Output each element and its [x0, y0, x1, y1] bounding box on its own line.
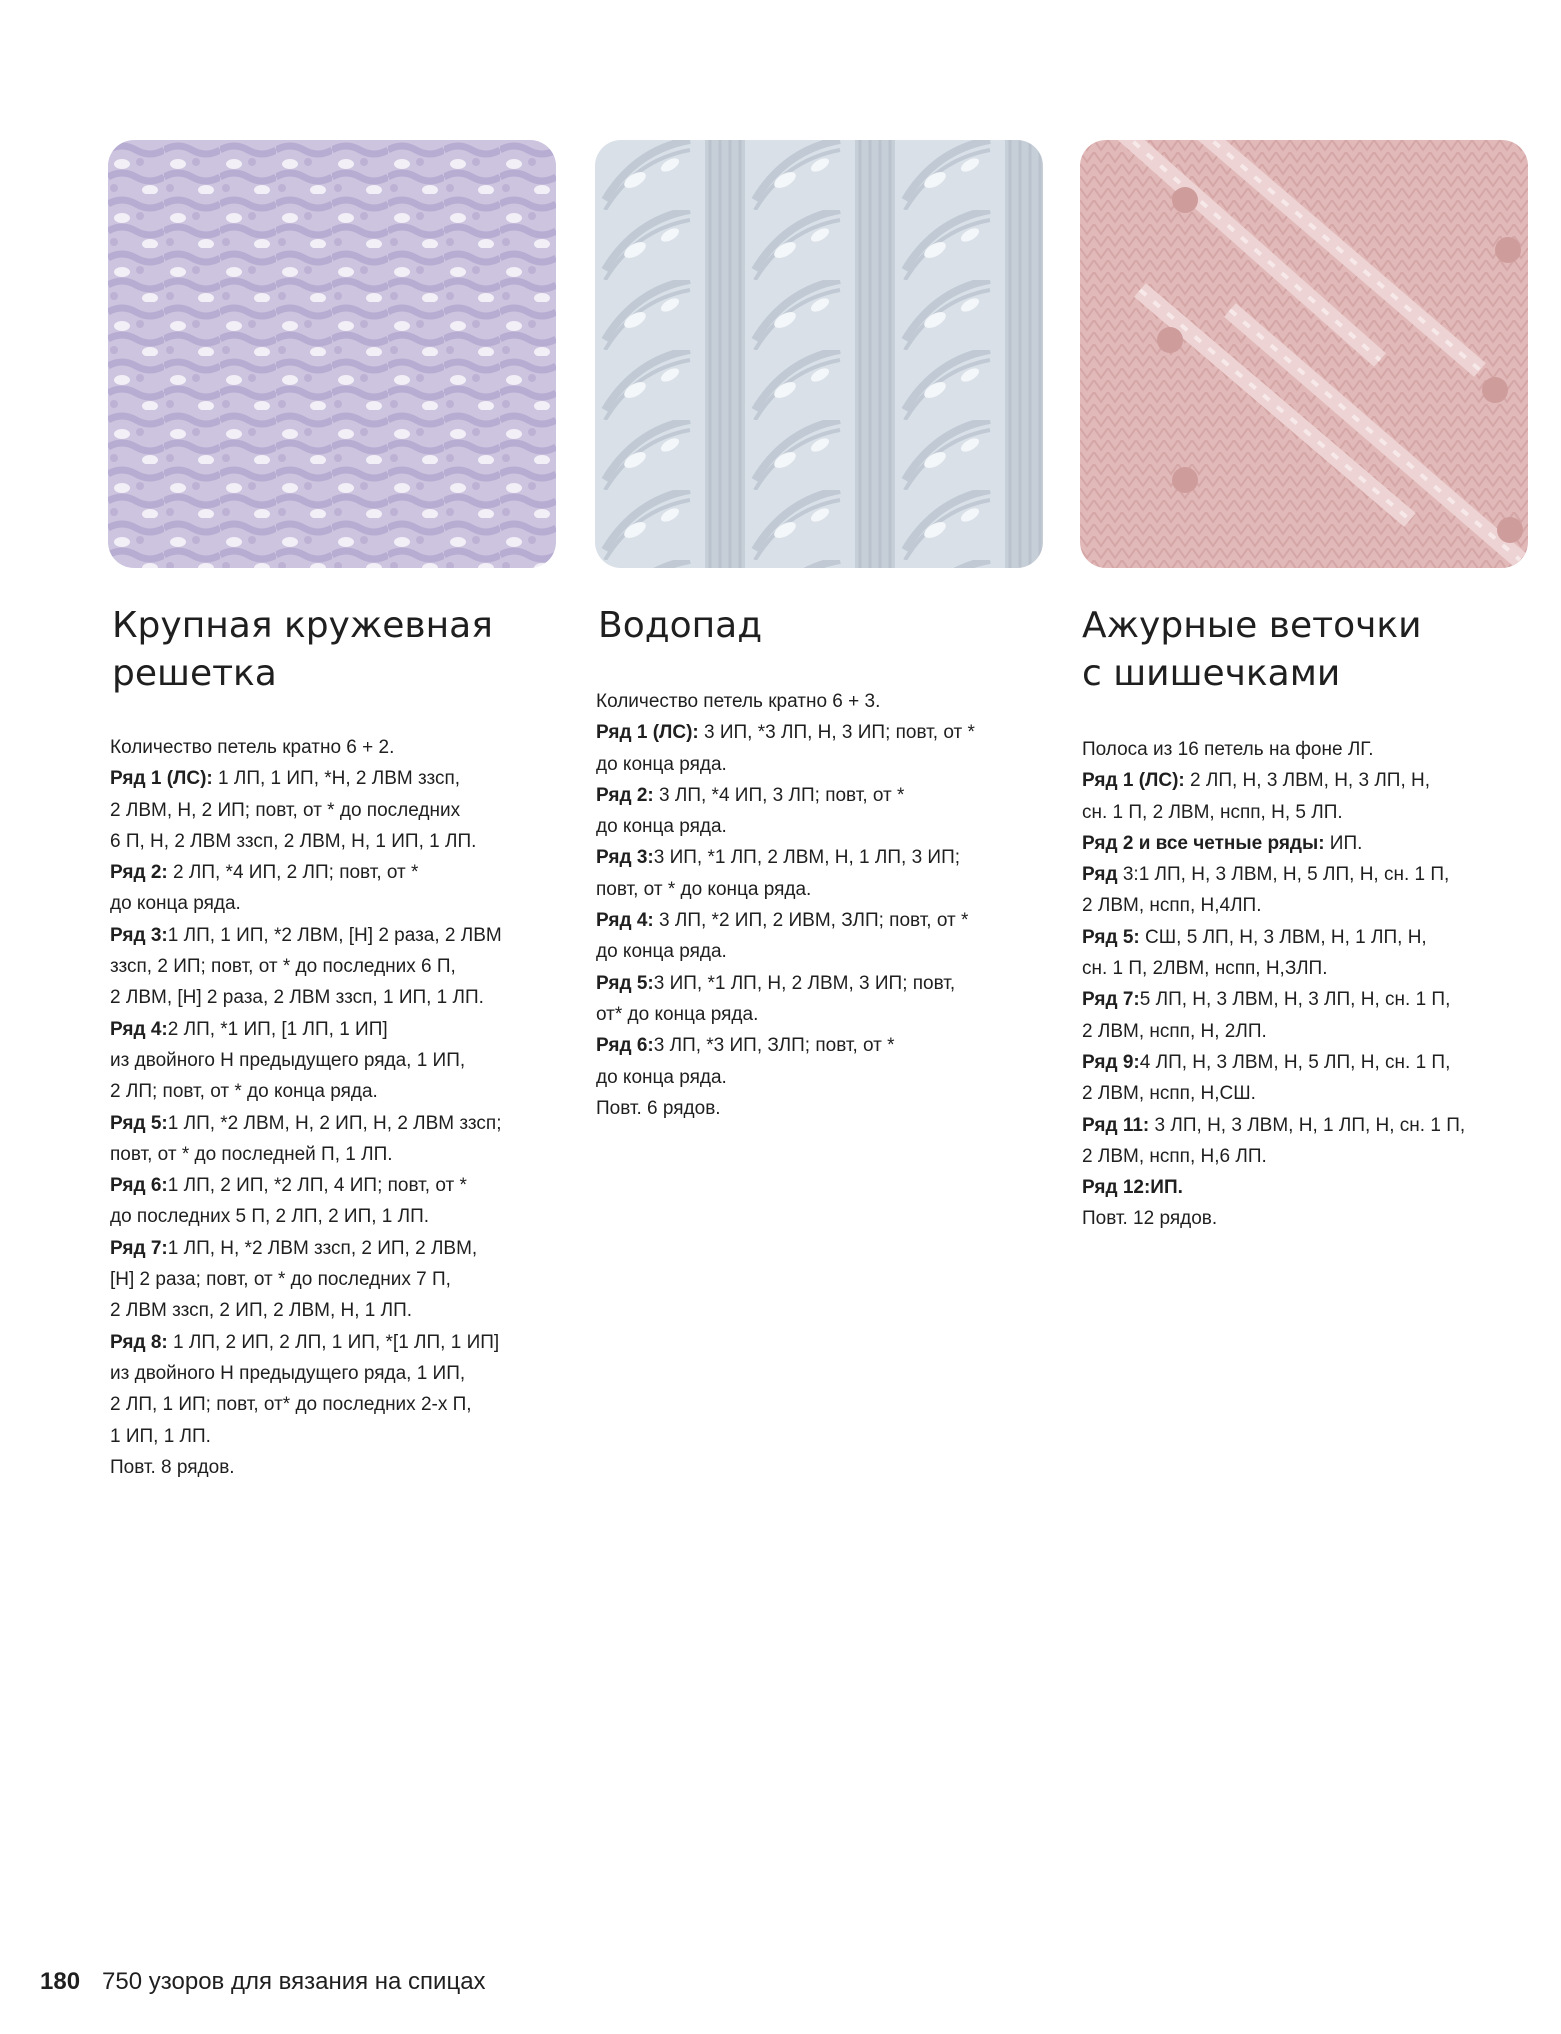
- instruction-line: [110, 1327, 502, 1358]
- instruction-line: [596, 936, 975, 967]
- row-label: Ряд 4:: [596, 910, 654, 932]
- instruction-line: [1082, 890, 1465, 921]
- row-text: 2 ЛП, 1 ИП; повт, от* до последних 2-х П,: [110, 1394, 472, 1416]
- row-text: повт, от * до конца ряда.: [596, 878, 812, 900]
- page-footer: [40, 1968, 486, 1996]
- row-text: ИП.: [1324, 832, 1363, 854]
- instruction-line: [596, 905, 975, 936]
- row-text: 2 ЛВМ, нспп, Н, 2ЛП.: [1082, 1020, 1267, 1042]
- instruction-line: [596, 686, 975, 717]
- row-text: Полоса из 16 петель на фоне ЛГ.: [1082, 739, 1374, 760]
- row-text: из двойного Н предыдущего ряда, 1 ИП,: [110, 1362, 466, 1384]
- instruction-line: [110, 1045, 502, 1076]
- row-text: сн. 1 П, 2ЛВМ, нспп, Н,ЗЛП.: [1082, 958, 1328, 980]
- instruction-line: [110, 1014, 502, 1045]
- row-label: Ряд 7:: [110, 1237, 168, 1259]
- instruction-line: [1082, 1141, 1465, 1172]
- page-number: 180: [40, 1968, 81, 1995]
- row-text: 1 ЛП, *2 ЛВМ, Н, 2 ИП, Н, 2 ЛВМ ззсп;: [167, 1112, 502, 1134]
- row-text: 3 ИП, *3 ЛП, Н, 3 ИП; повт, от *: [698, 722, 975, 744]
- row-text: 1 ЛП, Н, *2 ЛВМ ззсп, 2 ИП, 2 ЛВМ,: [167, 1237, 478, 1259]
- row-text: ззсп, 2 ИП; повт, от * до последних 6 П,: [110, 956, 456, 978]
- row-label: Ряд 7:: [1082, 989, 1140, 1011]
- row-text: Количество петель кратно 6 + 3.: [596, 691, 881, 712]
- instruction-line: [110, 951, 502, 982]
- row-text: 3 ЛП, Н, 3 ЛВМ, Н, 1 ЛП, Н, сн. 1 П,: [1149, 1114, 1466, 1136]
- instruction-line: [1082, 765, 1465, 796]
- row-label: Ряд 6:: [596, 1035, 654, 1057]
- pattern-title-1: Крупная кружевная решетка: [112, 605, 493, 694]
- row-text: до конца ряда.: [110, 893, 241, 915]
- row-label: Ряд 5:: [1082, 926, 1140, 948]
- row-text: 3:1 ЛП, Н, 3 ЛВМ, Н, 5 ЛП, Н, сн. 1 П,: [1117, 864, 1450, 886]
- instruction-line: [110, 1452, 502, 1483]
- instruction-line: [110, 1421, 502, 1452]
- row-label: Ряд 2:: [596, 784, 654, 806]
- swatch-image: [595, 140, 1043, 568]
- row-text: 2 ЛП, *4 ИП, 2 ЛП; повт, от *: [167, 862, 419, 884]
- row-label: Ряд 3:: [110, 924, 168, 946]
- instruction-line: [596, 968, 975, 999]
- instruction-line: [596, 874, 975, 905]
- swatch-image: [1080, 140, 1528, 568]
- row-text: из двойного Н предыдущего ряда, 1 ИП,: [110, 1049, 466, 1071]
- instruction-line: [596, 749, 975, 780]
- instruction-line: [110, 1170, 502, 1201]
- instruction-line: [110, 982, 502, 1013]
- instruction-line: [110, 826, 502, 857]
- row-label: Ряд 4:: [110, 1018, 168, 1040]
- row-label: Ряд 1 (ЛС):: [596, 722, 699, 744]
- instruction-line: [110, 1295, 502, 1326]
- row-text: от* до конца ряда.: [596, 1003, 759, 1025]
- instruction-line: [110, 857, 502, 888]
- pattern-instructions-3: [1082, 734, 1465, 1235]
- row-text: Повт. 12 рядов.: [1082, 1208, 1218, 1230]
- lilac-lace-lattice-swatch: [108, 140, 556, 568]
- row-text: 2 ЛВМ, Н, 2 ИП; повт, от * до последних: [110, 799, 461, 821]
- row-label: Ряд 5:: [596, 972, 654, 994]
- pattern-title-2: Водопад: [598, 605, 763, 646]
- row-text: 2 ЛВМ, нспп, Н,4ЛП.: [1082, 895, 1262, 917]
- instruction-line: [1082, 922, 1465, 953]
- instruction-line: [596, 1062, 975, 1093]
- instruction-line: [596, 842, 975, 873]
- instruction-line: [1082, 1203, 1465, 1234]
- row-label: Ряд 12:ИП.: [1082, 1177, 1183, 1199]
- row-text: до конца ряда.: [596, 941, 727, 963]
- row-text: СШ, 5 ЛП, Н, 3 ЛВМ, Н, 1 ЛП, Н,: [1139, 926, 1427, 948]
- row-label: Ряд 8:: [110, 1331, 168, 1353]
- book-title: 750 узоров для вязания на спицах: [102, 1968, 486, 1995]
- instruction-line: [596, 1093, 975, 1124]
- instruction-line: [596, 1030, 975, 1061]
- instruction-line: [110, 763, 502, 794]
- row-label: Ряд 2:: [110, 862, 168, 884]
- pattern-instructions-2: [596, 686, 975, 1124]
- light-blue-waterfall-lace-swatch: [595, 140, 1043, 568]
- instruction-line: [596, 780, 975, 811]
- row-text: 2 ЛВМ, [Н] 2 раза, 2 ЛВМ ззсп, 1 ИП, 1 ЛП.: [110, 987, 484, 1009]
- instruction-line: [110, 888, 502, 919]
- row-text: 3 ЛП, *4 ИП, 3 ЛП; повт, от *: [653, 784, 905, 806]
- instruction-line: [1082, 1078, 1465, 1109]
- instruction-line: [1082, 828, 1465, 859]
- row-text: 2 ЛВМ, нспп, Н,6 ЛП.: [1082, 1145, 1267, 1167]
- row-label: Ряд 1 (ЛС):: [1082, 770, 1185, 792]
- pattern-title-3: Ажурные веточки с шишечками: [1082, 605, 1422, 694]
- row-text: 2 ЛВМ ззсп, 2 ИП, 2 ЛВМ, Н, 1 ЛП.: [110, 1300, 413, 1322]
- instruction-line: [110, 1108, 502, 1139]
- instruction-line: [1082, 1016, 1465, 1047]
- instruction-line: [110, 1264, 502, 1295]
- row-text: 3 ЛП, *3 ИП, ЗЛП; повт, от *: [653, 1035, 895, 1057]
- instruction-line: [1082, 953, 1465, 984]
- instruction-line: [1082, 1172, 1465, 1203]
- instruction-line: [110, 1389, 502, 1420]
- pink-lace-branches-bobbles-swatch: [1080, 140, 1528, 568]
- instruction-line: [1082, 797, 1465, 828]
- row-text: Повт. 8 рядов.: [110, 1456, 235, 1478]
- instruction-line: [110, 1139, 502, 1170]
- row-text: повт, от * до последней П, 1 ЛП.: [110, 1143, 393, 1165]
- row-text: сн. 1 П, 2 ЛВМ, нспп, Н, 5 ЛП.: [1082, 801, 1343, 823]
- row-text: 1 ЛП, 1 ИП, *Н, 2 ЛВМ ззсп,: [212, 768, 461, 790]
- instruction-line: [596, 999, 975, 1030]
- row-text: до последних 5 П, 2 ЛП, 2 ИП, 1 ЛП.: [110, 1206, 430, 1228]
- instruction-line: [1082, 1110, 1465, 1141]
- row-text: 2 ЛП, Н, 3 ЛВМ, Н, 3 ЛП, Н,: [1184, 770, 1430, 792]
- row-label: Ряд 3:: [596, 847, 654, 869]
- row-text: 1 ЛП, 2 ИП, 2 ЛП, 1 ИП, *[1 ЛП, 1 ИП]: [167, 1331, 500, 1353]
- instruction-line: [1082, 1047, 1465, 1078]
- row-text: [Н] 2 раза; повт, от * до последних 7 П,: [110, 1269, 451, 1291]
- row-label: Ряд 6:: [110, 1175, 168, 1197]
- instruction-line: [110, 920, 502, 951]
- instruction-line: [1082, 734, 1465, 765]
- row-text: 1 ИП, 1 ЛП.: [110, 1425, 211, 1447]
- row-label: Ряд 2 и все четные ряды:: [1082, 832, 1325, 854]
- row-label: Ряд: [1082, 864, 1118, 886]
- instruction-line: [110, 1201, 502, 1232]
- row-label: Ряд 11:: [1082, 1114, 1150, 1136]
- instruction-line: [110, 732, 502, 763]
- instruction-line: [1082, 859, 1465, 890]
- row-text: 3 ЛП, *2 ИП, 2 ИВМ, ЗЛП; повт, от *: [653, 910, 969, 932]
- row-text: 6 П, Н, 2 ЛВМ ззсп, 2 ЛВМ, Н, 1 ИП, 1 ЛП.: [110, 830, 477, 852]
- row-text: Повт. 6 рядов.: [596, 1097, 721, 1119]
- swatch-image: [108, 140, 556, 568]
- row-label: Ряд 1 (ЛС):: [110, 768, 213, 790]
- row-label: Ряд 9:: [1082, 1051, 1140, 1073]
- row-text: 3 ИП, *1 ЛП, 2 ЛВМ, Н, 1 ЛП, 3 ИП;: [653, 847, 961, 869]
- row-text: Количество петель кратно 6 + 2.: [110, 737, 395, 758]
- row-label: Ряд 5:: [110, 1112, 168, 1134]
- instruction-line: [1082, 984, 1465, 1015]
- row-text: 4 ЛП, Н, 3 ЛВМ, Н, 5 ЛП, Н, сн. 1 П,: [1139, 1051, 1451, 1073]
- row-text: 1 ЛП, 1 ИП, *2 ЛВМ, [Н] 2 раза, 2 ЛВМ: [167, 924, 502, 946]
- instruction-line: [110, 1358, 502, 1389]
- instruction-line: [110, 1076, 502, 1107]
- row-text: 1 ЛП, 2 ИП, *2 ЛП, 4 ИП; повт, от *: [167, 1175, 467, 1197]
- row-text: до конца ряда.: [596, 1066, 727, 1088]
- pattern-instructions-1: [110, 732, 502, 1483]
- instruction-line: [596, 717, 975, 748]
- row-text: 2 ЛП, *1 ИП, [1 ЛП, 1 ИП]: [167, 1018, 388, 1040]
- row-text: до конца ряда.: [596, 816, 727, 838]
- row-text: 2 ЛВМ, нспп, Н,СШ.: [1082, 1083, 1256, 1105]
- row-text: до конца ряда.: [596, 753, 727, 775]
- instruction-line: [110, 1233, 502, 1264]
- row-text: 2 ЛП; повт, от * до конца ряда.: [110, 1081, 378, 1103]
- instruction-line: [110, 795, 502, 826]
- row-text: 5 ЛП, Н, 3 ЛВМ, Н, 3 ЛП, Н, сн. 1 П,: [1139, 989, 1451, 1011]
- instruction-line: [596, 811, 975, 842]
- row-text: 3 ИП, *1 ЛП, Н, 2 ЛВМ, 3 ИП; повт,: [653, 972, 956, 994]
